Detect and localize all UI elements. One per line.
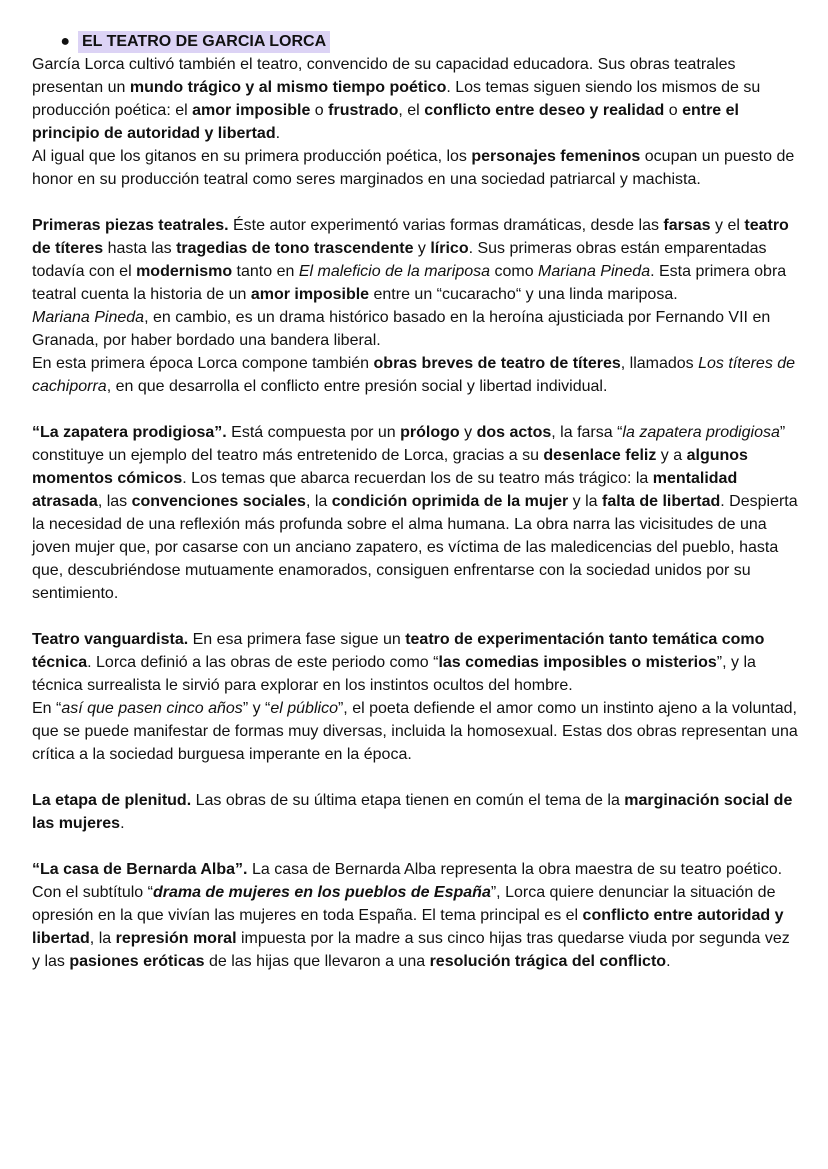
- text-run: . Esta primera obra teatral cuenta la historia de un: [32, 263, 787, 303]
- bold-text: obras breves de teatro de títeres: [373, 355, 621, 372]
- bold-text: modernismo: [136, 263, 233, 280]
- intro-paragraph: [32, 53, 802, 145]
- text-run: , en cambio, es un drama histórico basado en la heroína ajusticiada por Fernando VII en Granada, por haber bordado una bandera liberal.: [32, 309, 771, 349]
- text-run: o: [310, 102, 329, 119]
- bold-text: mentalidad atrasada: [32, 470, 738, 510]
- text-run: ”, y la técnica surrealista le sirvió para explorar en los instintos ocultos del hombre.: [32, 654, 756, 694]
- text-run: Éste autor experimentó varias formas dramáticas, desde las: [228, 217, 664, 234]
- bold-text: resolución trágica del conflicto: [429, 953, 667, 970]
- text-run: Al igual que los gitanos en su primera producción poética, los: [32, 148, 472, 165]
- text-run: ” y “: [242, 700, 271, 717]
- text-run: , la: [89, 930, 116, 947]
- text-run: . Lorca definió a las obras de este periodo como “: [87, 654, 439, 671]
- text-run: y: [413, 240, 431, 257]
- bold-text: “La zapatera prodigiosa”.: [32, 424, 227, 441]
- text-run: .: [275, 125, 281, 142]
- bold-text: farsas: [663, 217, 711, 234]
- text-run: Las obras de su última etapa tienen en común el tema de la: [191, 792, 625, 809]
- text-run: como: [490, 263, 539, 280]
- text-run: , en que desarrolla el conflicto entre presión social y libertad individual.: [106, 378, 608, 395]
- text-run: Está compuesta por un: [226, 424, 401, 441]
- intro-paragraph-women: [32, 145, 802, 191]
- bold-text: conflicto entre deseo y realidad: [424, 102, 665, 119]
- text-run: y a: [656, 447, 687, 464]
- bold-text: teatro de títeres: [32, 217, 789, 257]
- text-run: o: [664, 102, 683, 119]
- text-run: García Lorca cultivó también el teatro, convencido de su capacidad educadora. Sus obras teatrales presentan un: [32, 56, 736, 96]
- bold-text: “La casa de Bernarda Alba”.: [32, 861, 248, 878]
- bold-text: falta de libertad: [602, 493, 721, 510]
- text-run: . Los temas que abarca recuerdan los de su teatro más trágico: la: [182, 470, 653, 487]
- text-run: ” constituye un ejemplo del teatro más entretenido de Lorca, gracias a su: [32, 424, 786, 464]
- italic-text: Mariana Pineda: [32, 309, 145, 326]
- titeres-paragraph: [32, 352, 802, 398]
- bold-text: pasiones eróticas: [69, 953, 205, 970]
- bold-text: mundo trágico y al mismo tiempo poético: [129, 79, 447, 96]
- bold-text: lírico: [430, 240, 469, 257]
- text-run: . Los temas siguen siendo los mismos de su producción poética: el: [32, 79, 761, 119]
- vanguardista-obras-paragraph: [32, 697, 802, 766]
- mariana-pineda-paragraph: [32, 306, 802, 352]
- bold-text: dos actos: [476, 424, 552, 441]
- bold-text: entre el principio de autoridad y libertad: [32, 102, 739, 142]
- bold-text: prólogo: [400, 424, 460, 441]
- bold-text: algunos momentos cómicos: [32, 447, 748, 487]
- bold-text: drama de mujeres en los pueblos de España: [152, 884, 491, 901]
- text-run: y: [459, 424, 477, 441]
- text-run: La casa de Bernarda Alba representa la obra maestra de su teatro poético. Con el subtítulo “: [32, 861, 783, 901]
- italic-text: la zapatera prodigiosa: [622, 424, 780, 441]
- bernarda-alba-paragraph: [32, 858, 802, 973]
- text-run: , las: [97, 493, 132, 510]
- bold-text: Teatro vanguardista.: [32, 631, 189, 648]
- italic-text: Los títeres de cachiporra: [32, 355, 796, 395]
- bold-text: convenciones sociales: [131, 493, 306, 510]
- bold-text: conflicto entre autoridad y libertad: [32, 907, 784, 947]
- text-run: ”, el poeta defiende el amor como un instinto ajeno a la voluntad, que se puede manifestar de formas muy diversas, incluida la homosexual. Estas dos obras representan una crítica a la sociedad burguesa imperante en la época.: [32, 700, 798, 763]
- bold-text: Primeras piezas teatrales.: [32, 217, 229, 234]
- text-run: . Despierta la necesidad de una reflexión más profunda sobre el alma humana. La obra narra las vicisitudes de una joven mujer que, por casarse con un anciano zapatero, es víctima de las maledicencias del pueblo, hasta que, descubriéndose mutuamente enamorados, consiguen enfrentarse con la sociedad unidos por su sentimiento.: [32, 493, 798, 602]
- zapatera-paragraph: [32, 421, 802, 605]
- bold-text: La etapa de plenitud.: [32, 792, 192, 809]
- bold-text: marginación social de las mujeres: [32, 792, 793, 832]
- text-run: y el: [710, 217, 745, 234]
- italic-text: Mariana Pineda: [538, 263, 651, 280]
- bold-text: teatro de experimentación tanto temática como técnica: [32, 631, 765, 671]
- bold-text: desenlace feliz: [543, 447, 657, 464]
- text-run: entre un “cucaracho“ y una linda mariposa.: [369, 286, 678, 303]
- text-run: .: [120, 815, 125, 832]
- bold-text: amor imposible: [250, 286, 370, 303]
- text-run: En esa primera fase sigue un: [188, 631, 406, 648]
- italic-text: así que pasen cinco años: [61, 700, 243, 717]
- bold-text: tragedias de tono trascendente: [176, 240, 414, 257]
- text-run: .: [666, 953, 671, 970]
- text-run: , la: [305, 493, 332, 510]
- text-run: , llamados: [620, 355, 699, 372]
- text-run: impuesta por la madre a sus cinco hijas tras quedarse viuda por segunda vez y las: [32, 930, 790, 970]
- text-run: . Sus primeras obras están emparentadas todavía con el: [32, 240, 767, 280]
- bold-text: personajes femeninos: [471, 148, 641, 165]
- bold-text: amor imposible: [192, 102, 311, 119]
- bold-text: frustrado: [328, 102, 399, 119]
- plenitud-paragraph: [32, 789, 802, 835]
- text-run: , la farsa “: [551, 424, 623, 441]
- primeras-piezas-paragraph: [32, 214, 802, 306]
- text-run: ”, Lorca quiere denunciar la situación de opresión en la que vivían las mujeres en toda España. El tema principal es el: [32, 884, 776, 924]
- italic-text: el público: [270, 700, 338, 717]
- document-page: [32, 30, 802, 973]
- text-run: y la: [568, 493, 603, 510]
- text-run: de las hijas que llevaron a una: [204, 953, 430, 970]
- bold-text: las comedias imposibles o misterios: [438, 654, 717, 671]
- text-run: hasta las: [103, 240, 177, 257]
- text-run: En “: [32, 700, 62, 717]
- section-heading: EL TEATRO DE GARCIA LORCA: [78, 31, 330, 53]
- bold-text: condición oprimida de la mujer: [331, 493, 569, 510]
- italic-text: El maleficio de la mariposa: [298, 263, 491, 280]
- bold-text: represión moral: [115, 930, 237, 947]
- text-run: tanto en: [232, 263, 299, 280]
- text-run: ocupan un puesto de honor en su producción teatral como seres marginados en una sociedad patriarcal y machista.: [32, 148, 795, 188]
- text-run: En esta primera época Lorca compone también: [32, 355, 374, 372]
- text-run: , el: [398, 102, 425, 119]
- vanguardista-paragraph: [32, 628, 802, 697]
- bullet-icon: ●: [60, 32, 70, 50]
- section-heading-row: [32, 30, 802, 53]
